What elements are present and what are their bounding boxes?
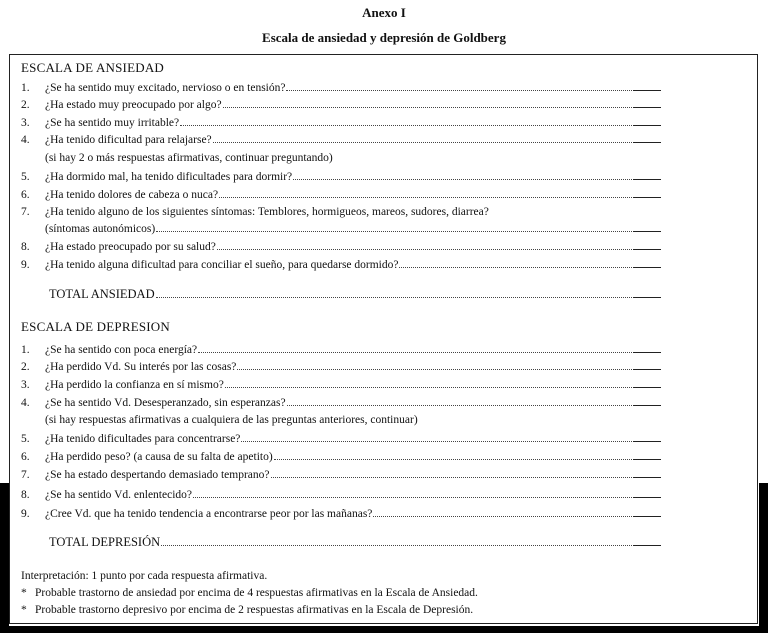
item-number: 7. [21,469,30,481]
depression-item-2 [21,360,661,376]
depression-total-row [49,535,661,551]
answer-blank[interactable] [633,133,661,143]
scan-border-left [0,483,9,633]
item-question: ¿Ha tenido dificultades para concentrarse? [45,433,241,445]
leader-dots [193,489,632,498]
item-question: ¿Ha tenido alguna dificultad para conciliar el sueño, para quedarse dormido? [45,259,399,271]
item-number: 1. [21,82,30,94]
depression-item-1 [21,343,661,359]
depression-item-3 [21,378,661,394]
anxiety-item-1 [21,81,661,97]
depression-item-9 [21,507,661,523]
anxiety-section-title: ESCALA DE ANSIEDAD [21,60,164,75]
item-question: ¿Ha dormido mal, ha tenido dificultades para dormir? [45,171,293,183]
item-number: 6. [21,189,30,201]
depression-item-8 [21,488,661,504]
leader-dots [217,241,632,250]
item-question: ¿Ha tenido dolores de cabeza o nuca? [45,189,219,201]
anxiety-item-8 [21,240,661,256]
anxiety-item-4 [21,133,661,149]
item-question: ¿Cree Vd. que ha tenido tendencia a encontrarse peor por las mañanas? [45,508,373,520]
anxiety-item-6 [21,188,661,204]
item-question: ¿Ha tenido alguno de los siguientes síntomas: Temblores, hormigueos, mareos, sudores, diarrea? [45,206,489,218]
item-question-continuation: (síntomas autonómicos) [45,223,156,235]
anxiety-total-row [49,287,661,303]
item-number: 9. [21,508,30,520]
anxiety-continue-note: (si hay 2 o más respuestas afirmativas, continuar preguntando) [45,152,333,164]
item-number: 1. [21,344,30,356]
item-question: ¿Se ha sentido muy excitado, nervioso o en tensión? [45,82,286,94]
leader-dots [373,508,632,517]
answer-blank[interactable] [633,360,661,370]
answer-blank[interactable] [633,343,661,353]
answer-blank[interactable] [633,81,661,91]
item-question: ¿Se ha sentido con poca energía? [45,344,198,356]
answer-blank[interactable] [633,488,661,498]
leader-dots [293,171,632,180]
leader-dots [213,134,632,143]
asterisk-bullet: * [21,604,27,616]
item-number: 9. [21,259,30,271]
anxiety-total-blank[interactable] [633,288,661,298]
item-number: 6. [21,451,30,463]
anxiety-item-7 [21,206,661,222]
annex-label: Anexo I [362,5,406,20]
leader-dots [219,189,632,198]
depression-continue-note: (si hay respuestas afirmativas a cualquiera de las preguntas anteriores, continuar) [45,414,418,426]
item-number: 5. [21,171,30,183]
answer-blank[interactable] [633,170,661,180]
interpretation-intro: Interpretación: 1 punto por cada respuesta afirmativa. [21,570,268,582]
leader-dots [271,469,633,478]
leader-dots [286,82,632,91]
anxiety-total-label: TOTAL ANSIEDAD [49,287,155,301]
item-number: 4. [21,397,30,409]
answer-blank[interactable] [633,432,661,442]
item-question: ¿Se ha sentido muy irritable? [45,117,180,129]
leader-dots [274,451,632,460]
depression-total-blank[interactable] [633,536,661,546]
leader-dots [161,537,632,546]
item-question: ¿Ha perdido la confianza en sí mismo? [45,379,224,391]
depression-item-4 [21,396,661,412]
item-number: 7. [21,206,30,218]
interpretation-depression-text: Probable trastorno depresivo por encima de 2 respuestas afirmativas en la Escala de Depresión. [35,604,474,616]
item-number: 4. [21,134,30,146]
answer-blank[interactable] [633,240,661,250]
leader-dots [223,99,632,108]
leader-dots [198,344,632,353]
item-question: ¿Ha estado muy preocupado por algo? [45,99,222,111]
leader-dots [156,289,632,298]
anxiety-item-3 [21,116,661,132]
item-number: 2. [21,361,30,373]
depression-total-label: TOTAL DEPRESIÓN [49,535,161,549]
leader-dots [225,379,632,388]
answer-blank[interactable] [633,188,661,198]
item-question: ¿Se ha sentido Vd. enlentecido? [45,489,193,501]
item-question: ¿Se ha sentido Vd. Desesperanzado, sin esperanzas? [45,397,286,409]
answer-blank[interactable] [633,507,661,517]
leader-dots [241,433,632,442]
document-title: Escala de ansiedad y depresión de Goldberg [262,30,506,45]
item-number: 8. [21,241,30,253]
answer-blank[interactable] [633,378,661,388]
depression-item-5 [21,432,661,448]
leader-dots [180,117,632,126]
answer-blank[interactable] [633,116,661,126]
scan-border-right [759,483,768,633]
answer-blank[interactable] [633,222,661,232]
anxiety-item-2 [21,98,661,114]
item-number: 3. [21,379,30,391]
item-question: ¿Ha perdido peso? (a causa de su falta de apetito) [45,451,273,463]
item-question: ¿Se ha estado despertando demasiado temprano? [45,469,270,481]
depression-section-title: ESCALA DE DEPRESION [21,319,170,334]
item-question: ¿Ha perdido Vd. Su interés por las cosas? [45,361,237,373]
answer-blank[interactable] [633,450,661,460]
answer-blank[interactable] [633,468,661,478]
asterisk-bullet: * [21,587,27,599]
depression-item-6 [21,450,661,466]
item-number: 2. [21,99,30,111]
leader-dots [156,223,632,232]
interpretation-anxiety-note [21,587,478,599]
item-question: ¿Ha estado preocupado por su salud? [45,241,216,253]
item-number: 5. [21,433,30,445]
interpretation-depression-note [21,604,473,616]
anxiety-item-9 [21,258,661,274]
answer-blank[interactable] [633,396,661,406]
answer-blank[interactable] [633,258,661,268]
anxiety-item-7-continuation [45,222,661,238]
item-question: ¿Ha tenido dificultad para relajarse? [45,134,212,146]
leader-dots [237,361,632,370]
answer-blank[interactable] [633,98,661,108]
item-number: 8. [21,489,30,501]
depression-item-7 [21,468,661,484]
leader-dots [287,397,632,406]
anxiety-item-5 [21,170,661,186]
leader-dots [399,259,632,268]
item-number: 3. [21,117,30,129]
scan-border-bottom [0,626,768,633]
interpretation-anxiety-text: Probable trastorno de ansiedad por encima de 4 respuestas afirmativas en la Escala de Ansiedad. [35,587,478,599]
